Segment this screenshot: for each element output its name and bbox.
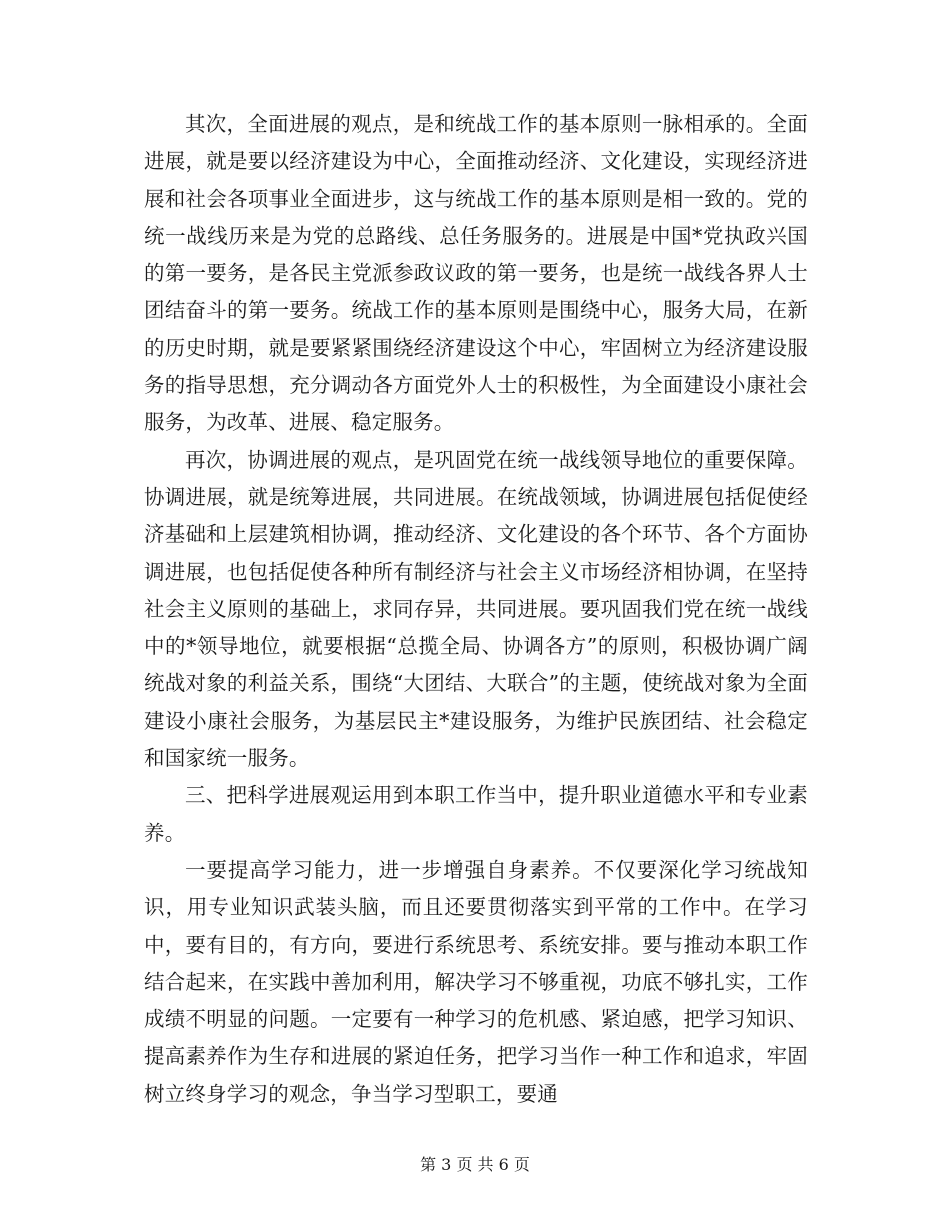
paragraph-3: 三、把科学进展观运用到本职工作当中，提升职业道德水平和专业素养。 [144, 783, 808, 845]
document-body [144, 106, 808, 1113]
page-number-footer: 第 3 页 共 6 页 [420, 1155, 530, 1174]
paragraph-2: 再次，协调进展的观点，是巩固党在统一战线领导地位的重要保障。协调进展，就是统筹进展，共同进展。在统战领域，协调进展包括促使经济基础和上层建筑相协调，推动经济、文化建设的各个环节、各个方面协调进展，也包括促使各种所有制经济与社会主义市场经济相协调，在坚持社会主义原则的基础上，求同存异，共同进展。要巩固我们党在统一战线中的*领导地位，就要根据“总揽全局、协调各方”的原则，积极协调广阔统战对象的利益关系，围绕“大团结、大联合”的主题，使统战对象为全面建设小康社会服务，为基层民主*建设服务，为维护民族团结、社会稳定和国家统一服务。 [144, 447, 808, 771]
paragraph-4: 一要提高学习能力，进一步增强自身素养。不仅要深化学习统战知识，用专业知识武装头脑，而且还要贯彻落实到平常的工作中。在学习中，要有目的，有方向，要进行系统思考、系统安排。要与推动本职工作结合起来，在实践中善加利用，解决学习不够重视，功底不够扎实，工作成绩不明显的问题。一定要有一种学习的危机感、紧迫感，把学习知识、提高素养作为生存和进展的紧迫任务，把学习当作一种工作和追求，牢固树立终身学习的观念，争当学习型职工，要通 [144, 857, 808, 1106]
paragraph-1: 其次，全面进展的观点，是和统战工作的基本原则一脉相承的。全面进展，就是要以经济建设为中心，全面推动经济、文化建设，实现经济进展和社会各项事业全面进步，这与统战工作的基本原则是相一致的。党的统一战线历来是为党的总路线、总任务服务的。进展是中国*党执政兴国的第一要务，是各民主党派参政议政的第一要务，也是统一战线各界人士团结奋斗的第一要务。统战工作的基本原则是围绕中心，服务大局，在新的历史时期，就是要紧紧围绕经济建设这个中心，牢固树立为经济建设服务的指导思想，充分调动各方面党外人士的积极性，为全面建设小康社会服务，为改革、进展、稳定服务。 [144, 112, 808, 435]
